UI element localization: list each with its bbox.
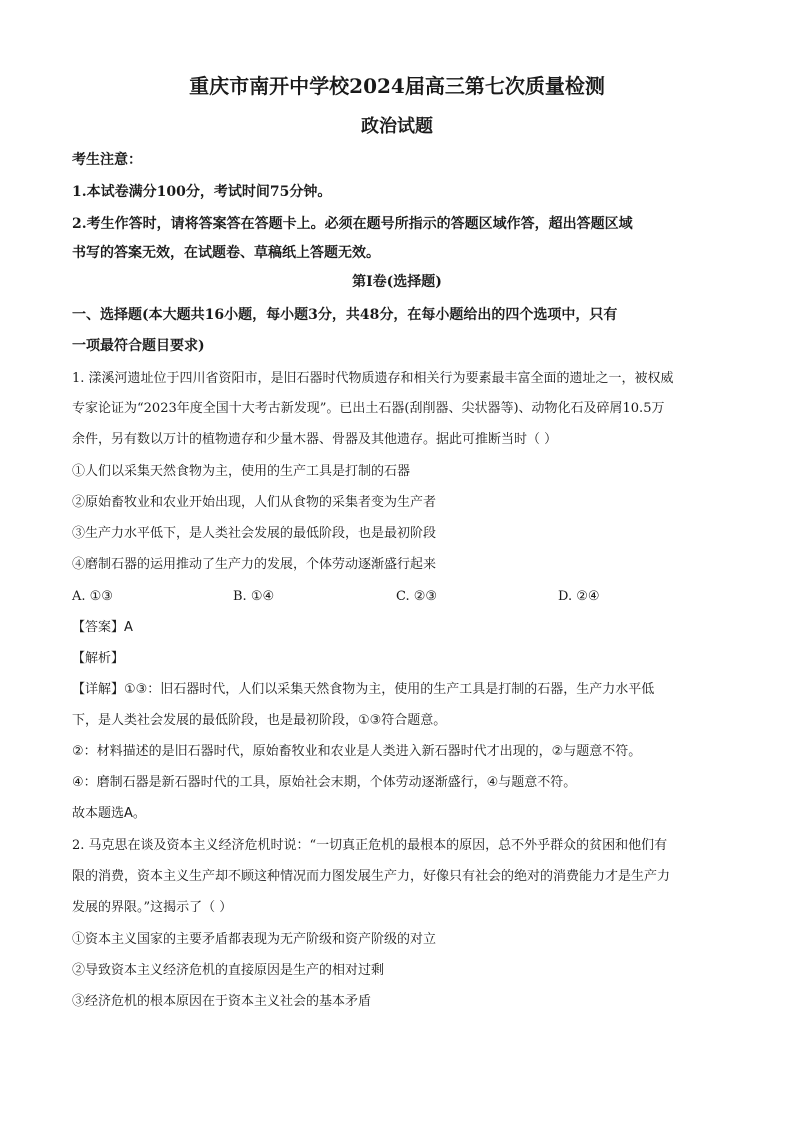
q1-statement-2: ②原始畜牧业和农业开始出现，人们从食物的采集者变为生产者 (72, 495, 437, 510)
q1-detail-line-5: 故本题选A。 (72, 806, 146, 821)
q1-detail-line-3: ②：材料描述的是旧石器时代，原始畜牧业和农业是人类进入新石器时代才出现的，②与题意不符。 (72, 744, 642, 759)
q1-answer: 【答案】A (72, 620, 133, 635)
q1-analysis-label: 【解析】 (72, 651, 125, 666)
q2-stem-line-3: 发展的界限。”这揭示了（ ） (72, 900, 233, 915)
volume-heading: 第I卷(选择题) (352, 274, 442, 290)
q2-stem-line-2: 限的消费，资本主义生产却不顾这种情况而力图发展生产力，好像只有社会的绝对的消费能力才是生产力 (72, 869, 671, 884)
q1-option-c: C. ②③ (396, 589, 438, 604)
q1-statement-3: ③生产力水平低下，是人类社会发展的最低阶段，也是最初阶段 (72, 526, 437, 541)
q1-stem-line-1: 1. 漾溪河遗址位于四川省资阳市，是旧石器时代物质遗存和相关行为要素最丰富全面的遗址之一，被权威 (72, 371, 674, 386)
note-2-line-2: 书写的答案无效，在试题卷、草稿纸上答题无效。 (72, 245, 380, 261)
note-2-line-1: 2.考生作答时，请将答案答在答题卡上。必须在题号所指示的答题区域作答，超出答题区域 (72, 216, 633, 232)
notes-heading: 考生注意： (72, 152, 142, 168)
q1-option-b: B. ①④ (233, 589, 275, 604)
q2-statement-3: ③经济危机的根本原因在于资本主义社会的基本矛盾 (72, 994, 372, 1009)
q2-statement-2: ②导致资本主义经济危机的直接原因是生产的相对过剩 (72, 963, 385, 978)
q1-statement-1: ①人们以采集天然食物为主，使用的生产工具是打制的石器 (72, 464, 411, 479)
q1-detail-line-2: 下，是人类社会发展的最低阶段，也是最初阶段，①③符合题意。 (72, 713, 447, 728)
q1-detail-line-1: 【详解】①③：旧石器时代，人们以采集天然食物为主，使用的生产工具是打制的石器，生产力水平低 (72, 682, 655, 697)
part-heading-line-2: 一项最符合题目要求) (72, 338, 205, 354)
q2-stem-line-1: 2. 马克思在谈及资本主义经济危机时说：“一切真正危机的最根本的原因，总不外乎群众的贫困和他们有 (72, 838, 668, 853)
q1-stem-line-2: 专家论证为“2023年度全国十大考古新发现”。已出土石器(刮削器、尖状器等)、动物化石及碎屑10.5万 (72, 401, 665, 416)
q1-statement-4: ④磨制石器的运用推动了生产力的发展，个体劳动逐渐盛行起来 (72, 557, 437, 572)
q2-statement-1: ①资本主义国家的主要矛盾都表现为无产阶级和资产阶级的对立 (72, 932, 437, 947)
q1-option-a: A. ①③ (72, 589, 113, 604)
q1-stem-line-3: 余件，另有数以万计的植物遗存和少量木器、骨器及其他遗存。据此可推断当时（ ） (72, 432, 558, 447)
page-subtitle: 政治试题 (361, 116, 433, 137)
part-heading-line-1: 一、选择题(本大题共16小题，每小题3分，共48分，在每小题给出的四个选项中，只有 (72, 307, 618, 323)
q1-detail-line-4: ④：磨制石器是新石器时代的工具，原始社会末期，个体劳动逐渐盛行，④与题意不符。 (72, 775, 577, 790)
page-title: 重庆市南开中学校2024届高三第七次质量检测 (189, 74, 605, 98)
q1-option-d: D. ②④ (558, 589, 600, 604)
note-1: 1.本试卷满分100分，考试时间75分钟。 (72, 184, 332, 200)
